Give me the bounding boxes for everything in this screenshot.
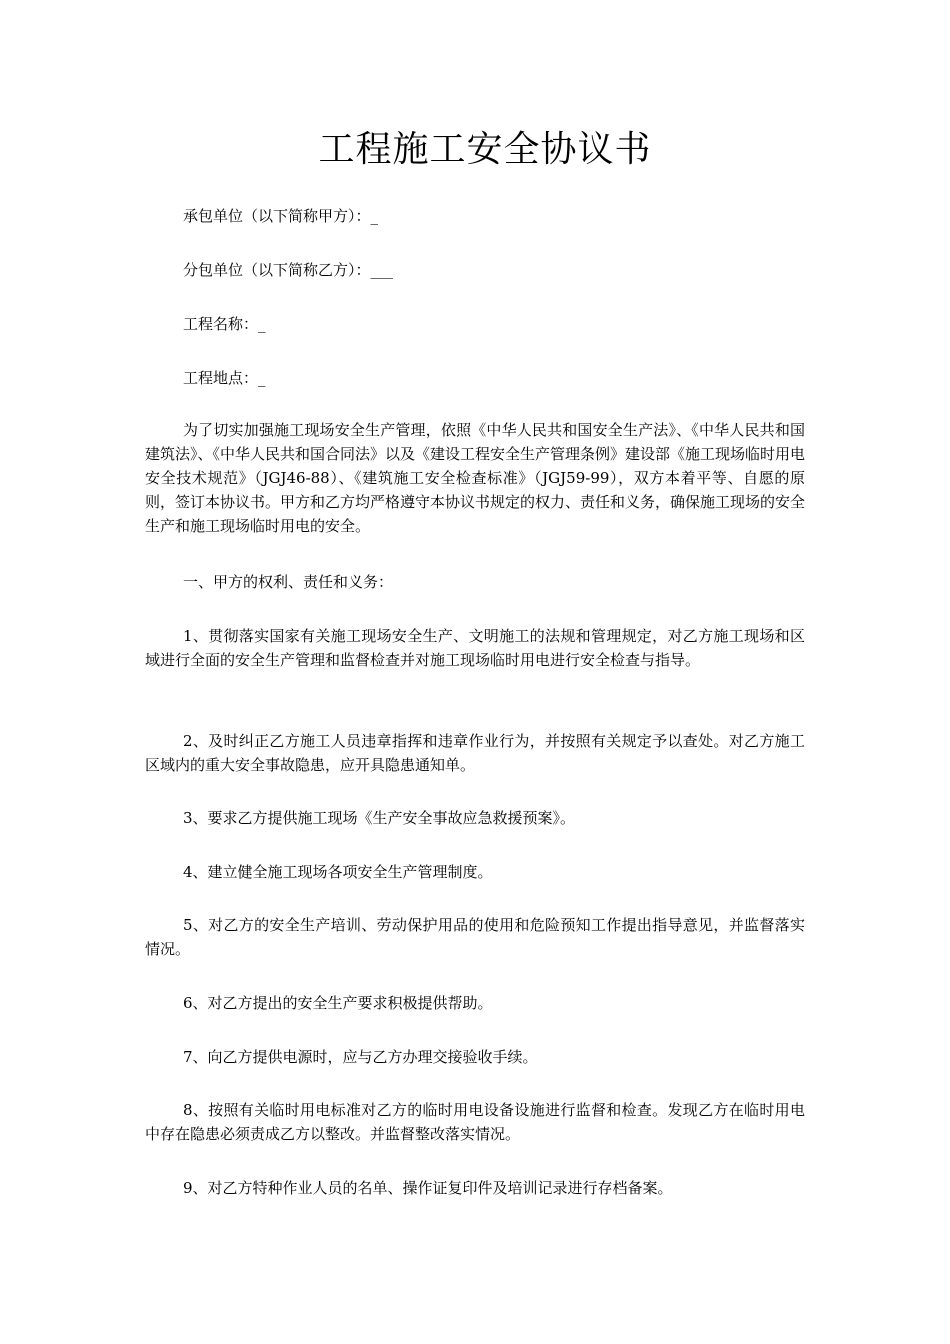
clause-item-2: 2、及时纠正乙方施工人员违章指挥和违章作业行为，并按照有关规定予以查处。对乙方施工区域内的重大安全事故隐患，应开具隐患通知单。	[145, 732, 805, 774]
field-contractor	[183, 204, 378, 228]
field-project-location	[183, 366, 266, 390]
clause-item-9: 9、对乙方特种作业人员的名单、操作证复印件及培训记录进行存档备案。	[183, 1179, 673, 1197]
clause-item-3: 3、要求乙方提供施工现场《生产安全事故应急救援预案》。	[183, 809, 576, 827]
clause-item-4: 4、建立健全施工现场各项安全生产管理制度。	[183, 863, 493, 881]
clause-item-6: 6、对乙方提出的安全生产要求积极提供帮助。	[183, 994, 493, 1012]
intro-paragraph: 为了切实加强施工现场安全生产管理，依照《中华人民共和国安全生产法》、《中华人民共和国建筑法》、《中华人民共和国合同法》以及《建设工程安全生产管理条例》建设部《施工现场临时用电安全技术规范》（JGJ46-88）、《建筑施工安全检查标准》（JGJ59-99），双方本着平等、自愿的原则，签订本协议书。甲方和乙方均严格遵守本协议书规定的权力、责任和义务，确保施工现场的安全生产和施工现场临时用电的安全。	[145, 421, 806, 535]
field-contractor-label: 承包单位（以下简称甲方）：	[183, 207, 371, 225]
field-project-location-value: _	[258, 369, 266, 387]
document-title: 工程施工安全协议书	[318, 129, 652, 170]
field-project-location-label: 工程地点：	[183, 369, 259, 387]
field-project-name	[183, 312, 266, 336]
clause-item-8: 8、按照有关临时用电标准对乙方的临时用电设备设施进行监督和检查。发现乙方在临时用电中存在隐患必须责成乙方以整改。并监督整改落实情况。	[145, 1101, 805, 1143]
clause-item-7: 7、向乙方提供电源时，应与乙方办理交接验收手续。	[183, 1048, 538, 1066]
field-subcontractor	[183, 258, 393, 282]
field-project-name-label: 工程名称：	[183, 315, 259, 333]
section-heading: 一、甲方的权利、责任和义务：	[183, 573, 394, 591]
field-project-name-value: _	[258, 315, 266, 333]
clause-item-1: 1、贯彻落实国家有关施工现场安全生产、文明施工的法规和管理规定，对乙方施工现场和区域进行全面的安全生产管理和监督检查并对施工现场临时用电进行安全检查与指导。	[145, 627, 805, 669]
field-contractor-value: _	[370, 207, 379, 225]
field-subcontractor-label: 分包单位（以下简称乙方）：	[183, 261, 371, 279]
clause-item-5: 5、对乙方的安全生产培训、劳动保护用品的使用和危险预知工作提出指导意见，并监督落实情况。	[145, 916, 805, 958]
field-subcontractor-value: ___	[370, 261, 394, 279]
